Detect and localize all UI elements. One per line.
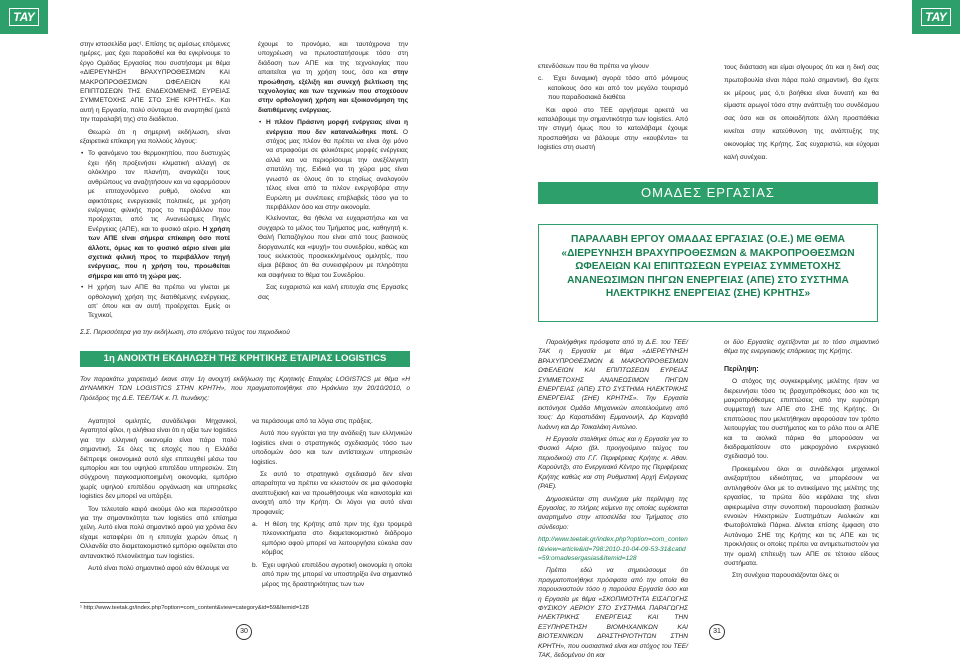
- bullet-text: Το φαινόμενο του θερμοκηπίου, που δυστυχώς έχει ήδη προξενήσει κλιματική αλλαγή σε ολόκληρο τον πλανήτη, αναγκάζει τους ανθρώπους να αναζητήσουν και να εφαρμόσουν με επιταχυνόμενο ρυθμό, ολοένα και αφικτότερες ενεργειακές πολιτικές, με χρήση ενέργειας φιλικής προς το περιβάλλον που προέρχεται, από τις Ανανεώσιμες Πηγές Ενέργειας (ΑΠΕ), και το φυσικό αέριο.: [88, 150, 230, 233]
- title-box: [538, 224, 878, 322]
- right-column-3: [538, 338, 688, 663]
- paragraph: Πρέπει εδώ να σημειώσουμε ότι πραγματοποιήθηκε πρόσφατα από την οποία θα παρουσιαστούν τόσο η παρούσα Εργασία όσο και η Εργασία με θέμα «ΣΚΟΠΙΜΟΤΗΤΑ ΕΙΣΑΓΩΓΗΣ ΦΥΣΙΚΟΥ ΑΕΡΙΟΥ ΣΤΟ ΣΥΣΤΗΜΑ ΠΑΡΑΓΩΓΗΣ ΗΛΕΚΤΡΙΚΗΣ ΕΝΕΡΓΕΙΑΣ ΚΑΙ ΤΗΝ ΕΞΥΠΗΡΕΤΗΣΗ ΒΙΟΜΗΧΑΝΙΚΩΝ ΚΑΙ ΒΙΟΤΕΧΝΙΚΩΝ ΔΡΑΣΤΗΡΙΟΤΗΤΩΝ ΣΤΗΝ ΚΡΗΤΗ», που ουσιαστικά είναι και στόχος του ΤΕΕ/ΤΑΚ, δεδομένου ότι και: [538, 567, 688, 659]
- paragraph: Κλείνοντας, θα ήθελα να ευχαριστήσω και να συγχαρώ το μέλος του Τμήματος μας, καθηγητή κ. Θαλή Παπαζόγλου που είναι από τους βασικούς διοργανωτές και «ψυχή» του συνεδρίου, καθώς και τους εκλεκτούς προσκεκλημένους ομιλητές, που είμαι βέβαιος ότι θα συνεισφέρουν με πληρότητα και σαφήνεια το θέμα του Συνεδρίου.: [258, 215, 408, 279]
- bullet-text: Ο στόχος μας πλέον θα πρέπει να είναι όχι μόνο να στραφούμε σε φιλικότερες μορφές ενέργειας αλλά και να περιορίσουμε την ανεξέλεγκτη σπατάλη της. Ειδικά για τη χώρα μας είναι γνωστό σε όλους ότι το ετησίως αναλογούν τέλος είναι από τα πλέον ενεργοβόρα στην Ευρώπη με συνέπειες επιβλαβείς τόσο για το περιβάλλον όσο και στην οικονομία.: [266, 128, 408, 211]
- list-item-b: b. Έχει υψηλού επιπέδου αγροτική οικονομία η οποία από πριν της μπορεί να υποστηρίξει ένα σημαντικό μέρος της δραστηριότητας των των: [252, 561, 412, 588]
- list-item-c: c. Έχει δυναμική αγορά τόσο από μόνιμους κατοίκους όσο και από τον μεγάλο τουρισμό που παραδοσιακά διαθέτει: [538, 75, 688, 102]
- paragraph: Τον τελευταίο καιρό ακούμε όλο και περισσότερο για την σημαντικότητα των logistics από επίσημα χείλη. Αυτό είναι πολύ σημαντικό αφού για χρόνια δεν είχαμε καταφέρει ότι η επιτυχία χωρών όπως η Ολλανδία στο διαμετακομιστικό εμπόριο οφείλεται στο αντανακτικό πλεονέκτημα των logistics.: [80, 505, 237, 560]
- paragraph: Αυτό είναι πολύ σημαντικό αφού εάν θέλουμε να: [88, 565, 229, 573]
- list-item-text: Έχει δυναμική αγορά τόσο από μόνιμους κατοίκους όσο και από τον μεγάλο τουρισμό που παραδοσιακά διαθέτει: [548, 75, 688, 102]
- paragraph: Αυτό που εγγύεται για την ανάδειξη των ελληνικών logistics είναι ο στρατηγικός σχεδιασμός τόσο των υποδομών όσο και των αντίστοιχων υπηρεσιών logistics.: [252, 430, 412, 466]
- list-item-text: Η θέση της Κρήτης από πριν της έχει τρομερά πλεονεκτήματα στο διαμετακομιστικό διάδρομο εμπόριο αφού μπορεί να λειτουργήσει εύκολα σαν κόμβος: [262, 521, 412, 557]
- article-link[interactable]: http://www.teetak.gr/index.php?option=com_content&view=article&id=798:2010-10-04-09-53-31&catid=59:omadesergasias&Itemid=128: [538, 536, 688, 562]
- paragraph: Ο στόχος της συγκεκριμένης μελέτης ήταν να διερευνήσει τόσο τις βραχυπρόθεσμες όσο και τις μακροπρόθεσμες επιπτώσεις από την ευρύτερη συμμετοχή των ΑΠΕ στο ΣΗΕ της Κρήτης. Οι επιπτώσεις που μελετήθηκαν αφορούσαν τον τρόπο λειτουργίας του συστήματος και το ρόλο που οι ΑΠΕ και τα αιολικά πάρκα θα μπορούσαν να διαδραματίσουν στο μακροχρόνιο ενεργειακό σχεδιασμό του.: [724, 378, 879, 461]
- section-tab-left: [0, 0, 48, 34]
- right-column-1: [538, 62, 688, 156]
- paragraph: [258, 40, 408, 115]
- paragraph: Σας ευχαριστώ και καλή επιτυχία στις Εργασίες σας: [258, 284, 408, 301]
- logistics-banner: 1η ΑΝΟΙΧΤΗ ΕΚΔΗΛΩΣΗ ΤΗΣ ΚΡΗΤΙΚΗΣ ΕΤΑΙΡΙΑΣ LOGISTICS: [80, 351, 410, 367]
- article-title: ΠΑΡΑΛΑΒΗ ΕΡΓΟΥ ΟΜΑΔΑΣ ΕΡΓΑΣΙΑΣ (Ο.Ε.) ΜΕ ΘΕΜΑ «ΔΙΕΡΕΥΝΗΣΗ ΒΡΑΧΥΠΡΟΘΕΣΜΩΝ & ΜΑΚΡΟΠΡΟΘΕΣΜΩΝ ΩΦΕΛΕΙΩΝ ΚΑΙ ΕΠΙΠΤΩΣΕΩΝ ΕΥΡΕΙΑΣ ΣΥΜΜΕΤΟΧΗΣ ΑΝΑΝΕΩΣΙΜΩΝ ΠΗΓΩΝ ΕΝΕΡΓΕΙΑΣ (ΑΠΕ) ΣΤΟ ΣΥΣΤΗΜΑ ΗΛΕΚΤΡΙΚΗΣ ΕΝΕΡΓΕΙΑΣ (ΣΗΕ) ΚΡΗΤΗΣ»: [561, 234, 855, 300]
- list-item: [88, 149, 230, 281]
- right-page: [480, 0, 960, 659]
- left-column-4: [252, 417, 412, 592]
- paragraph: Θεωρώ ότι η σημερινή εκδήλωση, είναι εξαιρετικά επίκαιρη για πολλούς λόγους:: [80, 128, 230, 146]
- list-item-a: a. Η θέση της Κρήτης από πριν της έχει τρομερά πλεονεκτήματα στο διαμετακομιστικό διάδρομο εμπόριο αφού μπορεί να λειτουργήσει εύκολα σαν κόμβος: [252, 521, 412, 557]
- section-tab-right: [912, 0, 960, 34]
- right-column-2: [724, 62, 879, 167]
- list-item: [266, 118, 408, 212]
- intro-paragraph: Τον παρακάτω χαιρετισμό έκανε στην 1η ανοιχτή εκδήλωση της Κρητικής Εταιρίας LOGISTICS με θέμα «Η ΔΥΝΑΜΙΚΗ ΤΩΝ LOGISTICS ΣΤΗΝ ΚΡΗΤΗ», που πραγματοποιήθηκε στο Ηράκλειο την 20/10/2010, ο Πρόεδρος της Δ.Ε. ΤΕΕ/ΤΑΚ κ. Π. Ιτωνάκης:: [80, 376, 410, 402]
- bullet-list: [258, 118, 408, 212]
- tab-label: ΤΑΥ: [921, 8, 951, 26]
- right-column-4: [724, 338, 879, 584]
- left-page: [0, 0, 480, 643]
- paragraph: επενδύσεων που θα πρέπει να γίνουν: [538, 63, 649, 70]
- paragraph: Παραλήφθηκε πρόσφατα από τη Δ.Ε. του ΤΕΕ/ΤΑΚ η Εργασία με θέμα «ΔΙΕΡΕΥΝΗΣΗ ΒΡΑΧΥΠΡΟΘΕΣΜΩΝ & ΜΑΚΡΟΠΡΟΘΕΣΜΩΝ ΩΦΕΛΕΙΩΝ ΚΑΙ ΕΠΙΠΤΩΣΕΩΝ ΕΥΡΕΙΑΣ ΣΥΜΜΕΤΟΧΗΣ ΑΝΑΝΕΩΣΙΜΩΝ ΠΗΓΩΝ ΕΝΕΡΓΕΙΑΣ (ΑΠΕ) ΣΤΟ ΣΥΣΤΗΜΑ ΗΛΕΚΤΡΙΚΗΣ ΕΝΕΡΓΕΙΑΣ (ΣΗΕ) ΚΡΗΤΗΣ». Την Εργασία εκπόνησε Ομάδα Μηχανικών αποτελούμενη από τους: Δρ Καραπιδάκη Εμμανουήλ, Δρ Καρναβά Ιωάννη και Δρ Τσικαλάκη Αντώνιο.: [538, 339, 688, 431]
- left-column-2: [258, 40, 408, 305]
- working-groups-banner: ΟΜΑΔΕΣ ΕΡΓΑΣΙΑΣ: [538, 182, 878, 204]
- paragraph: στην ιστοσελίδα μας¹. Επίσης τις αμέσως επόμενες ημέρες, μας έχει παραδοθεί και θα εγκρίνουμε το έργο Ομάδας Εργασίας που συστήσαμε με θέμα «ΔΙΕΡΕΥΝΗΣΗ ΒΡΑΧΥΠΡΟΘΕΣΜΩΝ ΚΑΙ ΜΑΚΡΟΠΡΟΘΕΣΜΩΝ ΩΦΕΛΕΙΩΝ ΚΑΙ ΕΠΙΠΤΩΣΕΩΝ ΤΗΣ ΕΝΔΕΧΟΜΕΝΗΣ ΕΥΡΕΙΑΣ ΣΥΜΜΕΤΟΧΗΣ ΑΠΕ ΣΤΟ ΣΗΕ ΚΡΗΤΗΣ». Και αυτή η Εργασία, πολύ σύντομα θα αναρτηθεί (μετά την παραλαβή της) στο διαδίκτυο.: [80, 41, 230, 124]
- paragraph: Σε αυτό το στρατηγικό σχεδιασμό δεν είναι απαραίτητα να πρέπει να κλειστούν σε μια φιλοσοφία αναπτυξιακή και να προωθήσουμε νέα καινοτομία και ανοιχτή από την Κρήτη. Οι λόγοι για αυτό είναι προφανείς:: [252, 471, 412, 516]
- footnote: ¹ http://www.teetak.gr/index.php?option=com_content&view=category&id=59&Itemid=128: [80, 605, 309, 611]
- list-item-text: Έχει υψηλού επιπέδου αγροτική οικονομία η οποία από πριν της μπορεί να υποστηρίξει ένα σημαντικό μέρος της δραστηριότητας των των: [261, 561, 412, 588]
- paragraph: να περάσουμε από τα λόγια στις πράξεις.: [252, 418, 373, 425]
- postscript-note: Σ.Σ. Περισσότερα για την εκδήλωση, στο επόμενο τεύχος του περιοδικού: [80, 329, 290, 336]
- paragraph: Δημοσιεύεται στη συνέχεια μία περίληψη της Εργασίας, το πλήρες κείμενο της οποίας ευρίσκεται αναρτημένο στην ιστοσελίδα του Τμήματος στο σύνδεσμο:: [538, 495, 688, 531]
- paragraph: Αγαπητοί ομιλητές, συνάδελφοι Μηχανικοί, Αγαπητοί φίλοι, η αλήθεια είναι ότι η αξία των logistics για την ελληνική οικονομία είναι πάρα πολύ σημαντική. Σε όλες τις εποχές που η Ελλάδα διέπρεψε οικονομικά αυτό είχε επιτευχθεί μέσω του εμπορίου και του υψηλού επιπέδου υπηρεσιών. Στη σύγχρονη παγκοσμιοποιημένη οικονομία, εμπόριο χωρίς υψηλού επιπέδου οργάνωση και υπηρεσίες logistics δεν μπορεί να υπάρξει.: [80, 418, 237, 501]
- list-item: • Η χρήση των ΑΠΕ θα πρέπει να γίνεται με ορθολογική χρήση της διατιθέμενης ενέργειας, απ' όπου και αν αυτή προέρχεται. Εμείς οι Τεχνικοί,: [88, 283, 230, 321]
- paragraph: Η Εργασία σταλθηκε όπως και η Εργασία για το Φυσικό Αέριο (βλ. προηγούμενο τεύχος του περιοδικού) στο Γ.Γ. Περιφέρειας Κρήτης κ. Αθαν. Καρούντζο, στο Ενεργειακό Κέντρο της Περιφέρειας Κρήτης καθώς και στη Ρυθμιστική Αρχή Ενέργειας (ΡΑΕ).: [538, 436, 688, 491]
- summary-heading: Περίληψη:: [724, 365, 759, 373]
- bullet-list: [80, 149, 230, 320]
- paragraph: τους διάσταση και είμαι σίγουρος ότι και η δική σας πρωτοβουλία είναι πάρα πολύ σημαντική. Θα έχετε εκ μέρους μας ό,τι βοήθεια είναι δυνατή και θα είμαστε αρωγοί τόσο στην ανάπτυξη του συνδέσμου σας όσο και σε οποιαδήποτε άλλη προσπάθεια κινείται στην κατεύθυνση της ανάπτυξης της οικονομίας της Κρήτης. Σας ευχαριστώ, και εύχομαι καλή συνέχεια.: [724, 64, 879, 161]
- left-column-3: [80, 417, 237, 577]
- page-number: 31: [709, 624, 725, 640]
- paragraph: Και αφού στο ΤΕΕ αργήσαμε αρκετά να καταλάβουμε την σημαντικότητα των logistics. Από την στιγμή όμως που το καταλάβαμε έχουμε προσπαθήσει να βάλουμε στην «κουβέντα» τα logistics στη σωστή: [538, 106, 688, 152]
- tab-label: ΤΑΥ: [9, 8, 39, 26]
- bullet-bold-text: Η πλέον Πράσινη μορφή ενέργειας είναι η ενέργεια που δεν καταναλώθηκε ποτέ.: [266, 119, 408, 136]
- left-column-1: [80, 40, 230, 323]
- footnote-rule: [80, 602, 150, 603]
- paragraph-text: έχουμε το προνόμιο, και ταυτόχρονα την υποχρέωση να πρωτοστατήσουμε τόσο στη διάδοση των ΑΠΕ και της τεχνολογίας που απαιτείται για τη χρήση τους, όσο και: [258, 41, 408, 77]
- paragraph: οι δύο Εργασίες σχετίζονται με το τόσο σημαντικό θέμα της ενεργειακής επάρκειας της Κρήτης.: [724, 339, 879, 356]
- paragraph: Στη συνέχεια παρουσιάζονται όλες οι: [732, 572, 839, 580]
- page-number: 30: [236, 624, 252, 640]
- paragraph-bold-text: στην προώθηση, εξέλιξη και συνεχή βελτίωση της τεχνολογίας και των τεχνικών που στοχεύουν στην ορθολογική χρήση και εξοικονόμηση της διατιθέμενης ενέργειας.: [258, 69, 408, 114]
- paragraph: Προκειμένου όλοι οι συνάδελφοι μηχανικοί ανεξαρτήτου ειδικότητας, να μπορέσουν να αντιληφθούν όλοι με το αντικείμενο της μελέτης της εργασίας, τα πρώτα δύο κεφάλαια της είναι αφιερωμένα στην συνοπτική παρουσίαση βασικών εννοιών Ηλεκτρικών Συστημάτων Αιολικών και Φωτοβολταϊκά Πάρκα. Δίνεται επίσης έμφαση στο Αυτόνομο ΣΗΕ της Κρήτης και τις ΑΠΕ και τις προκλήσεις οι οποίες πρέπει να αντιμετωπιστούν για την ομαλή επίτευξη των ΑΠΕ σε τέτοιου είδους συστήματα.: [724, 465, 879, 567]
- bullet-bold-text: Η χρήση των ΑΠΕ είναι σήμερα επίκαιρη όσο ποτέ άλλοτε, όμως και το φυσικό αέριο είναι μία σχετικά φιλική προς το περιβάλλον πηγή ενέργειας, που η χρήση του, προωθείται σήμερα και από τη χώρα μας.: [88, 225, 230, 280]
